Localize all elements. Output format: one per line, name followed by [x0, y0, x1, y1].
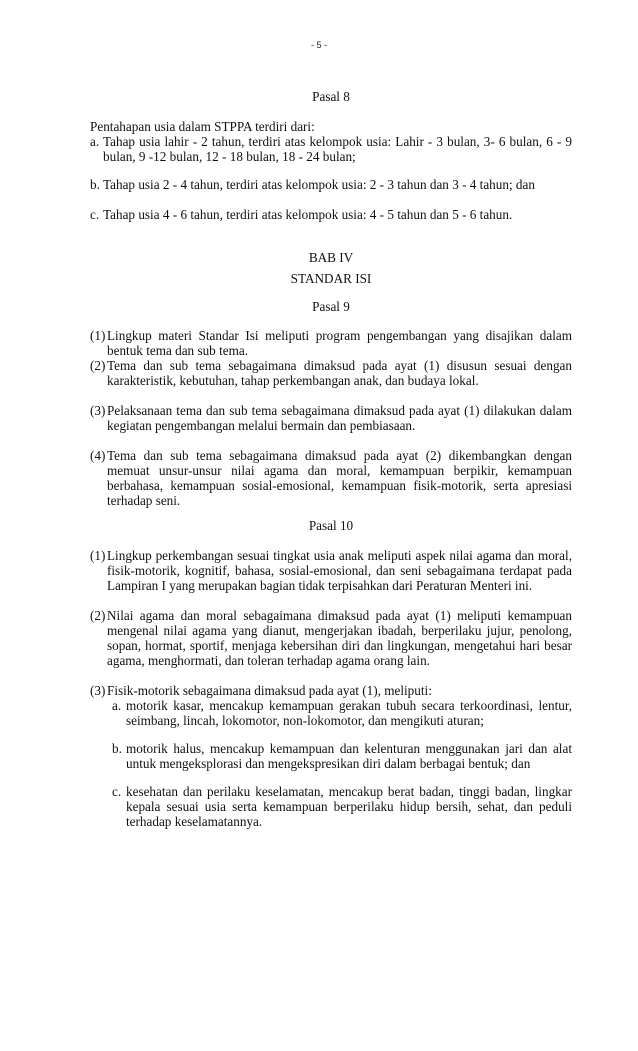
item-text: Nilai agama dan moral sebagaimana dimaksud pada ayat (1) meliputi kemampuan mengenal nilai agama yang dianut, mengerjakan ibadah, berperilaku jujur, penolong, sopan, hormat, sportif, menjaga kebersihan diri dan lingkungan, mengetahui hari besar agama, menghormati, dan toleran terhadap agama orang lain. [107, 608, 572, 668]
list-item [90, 448, 572, 508]
item-label: (1) [90, 548, 106, 563]
item-label: (3) [90, 683, 106, 698]
item-label: b. [90, 177, 100, 192]
item-text: Fisik-motorik sebagaimana dimaksud pada ayat (1), meliputi: [107, 683, 432, 698]
sub-item-label: a. [112, 698, 122, 713]
list-item [90, 134, 572, 164]
item-text: Lingkup perkembangan sesuai tingkat usia anak meliputi aspek nilai agama dan moral, fisik-motorik, kognitif, bahasa, sosial-emosional, dan seni sebagaimana terdapat pada Lampiran I yang merupakan bagian tidak terpisahkan dari Peraturan Menteri ini. [107, 548, 572, 593]
list-item [90, 207, 572, 222]
item-label: (1) [90, 328, 106, 343]
chapter-subtitle: STANDAR ISI [290, 271, 372, 286]
pasal-8-title: Pasal 8 [312, 89, 350, 104]
chapter-title: BAB IV [308, 250, 354, 265]
item-label: c. [90, 207, 100, 222]
sub-list-item [112, 698, 572, 728]
page-number: - 5 - [310, 40, 327, 50]
sub-item-text: motorik kasar, mencakup kemampuan gerakan tubuh secara terkoordinasi, lentur, seimbang, lincah, lokomotor, non-lokomotor, dan mengikuti aturan; [126, 698, 572, 728]
sub-item-label: c. [112, 784, 122, 799]
item-label: (3) [90, 403, 106, 418]
list-item [90, 177, 572, 192]
item-label: a. [90, 134, 100, 149]
sub-list-item [112, 741, 572, 771]
sub-item-label: b. [112, 741, 122, 756]
item-text: Lingkup materi Standar Isi meliputi program pengembangan yang disajikan dalam bentuk tema dan sub tema. [107, 328, 572, 358]
item-label: (2) [90, 608, 106, 623]
pasal-10-title: Pasal 10 [308, 518, 354, 533]
item-text: Pelaksanaan tema dan sub tema sebagaimana dimaksud pada ayat (1) dilakukan dalam kegiatan pengembangan melalui bermain dan pembiasaan. [107, 403, 572, 433]
list-item [90, 358, 572, 388]
list-item [90, 548, 572, 593]
sub-item-text: motorik halus, mencakup kemampuan dan kelenturan menggunakan jari dan alat untuk mengeksplorasi dan mengekspresikan diri dalam berbagai bentuk; dan [126, 741, 572, 771]
item-label: (2) [90, 358, 106, 373]
item-text: Tahap usia lahir - 2 tahun, terdiri atas kelompok usia: Lahir - 3 bulan, 3- 6 bulan, 6 - 9 bulan, 9 -12 bulan, 12 - 18 bulan, 18 - 24 bulan; [103, 134, 572, 164]
pasal-8-intro: Pentahapan usia dalam STPPA terdiri dari: [90, 119, 315, 134]
sub-item-text: kesehatan dan perilaku keselamatan, mencakup berat badan, tinggi badan, lingkar kepala sesuai usia serta kemampuan berperilaku hidup bersih, sehat, dan peduli terhadap keselamatannya. [126, 784, 572, 829]
list-item [90, 683, 572, 698]
list-item [90, 403, 572, 433]
pasal-9-title: Pasal 9 [312, 299, 350, 314]
list-item [90, 328, 572, 358]
item-text: Tema dan sub tema sebagaimana dimaksud pada ayat (1) disusun sesuai dengan karakteristik, kebutuhan, tahap perkembangan anak, dan budaya lokal. [107, 358, 572, 388]
item-text: Tema dan sub tema sebagaimana dimaksud pada ayat (2) dikembangkan dengan memuat unsur-unsur nilai agama dan moral, kemampuan berpikir, kemampuan berbahasa, kemampuan sosial-emosional, kemampuan fisik-motorik, serta apresiasi terhadap seni. [107, 448, 572, 508]
item-text: Tahap usia 4 - 6 tahun, terdiri atas kelompok usia: 4 - 5 tahun dan 5 - 6 tahun. [103, 207, 513, 222]
item-text: Tahap usia 2 - 4 tahun, terdiri atas kelompok usia: 2 - 3 tahun dan 3 - 4 tahun; dan [103, 177, 535, 192]
sub-list-item [112, 784, 572, 829]
list-item [90, 608, 572, 668]
item-label: (4) [90, 448, 106, 463]
